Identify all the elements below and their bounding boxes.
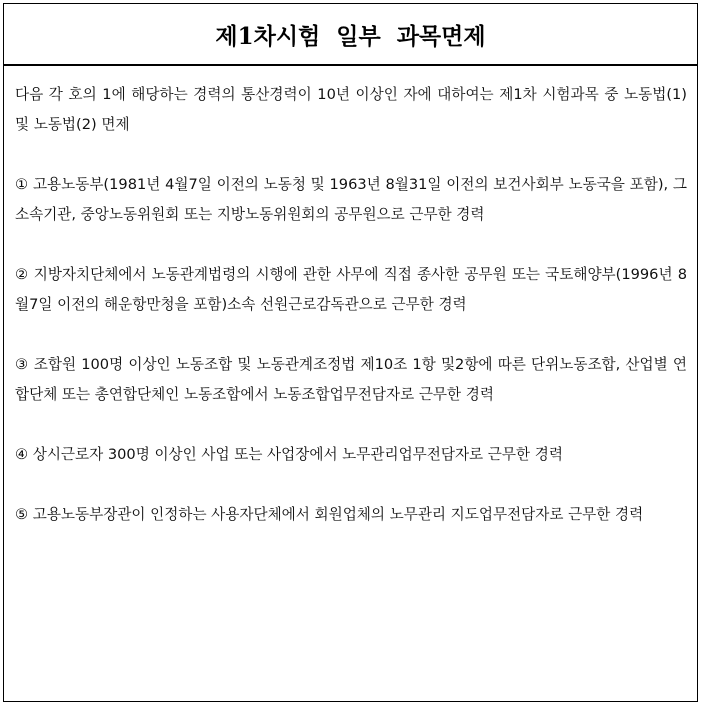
item-text: 지방자치단체에서 노동관계법령의 시행에 관한 사무에 직접 종사한 공무원 또는 국토해양부(1996년 8월7일 이전의 해운항만청을 포함)소속 선원근로감독관으로 근무한 경력 (15, 266, 687, 313)
title-row (4, 4, 697, 66)
exemption-table (3, 3, 698, 702)
page-title: 제1차시험 일부 과목면제 (215, 22, 486, 50)
spacer (15, 320, 687, 350)
item-marker: ① (15, 176, 29, 193)
spacer (15, 230, 687, 260)
spacer (15, 410, 687, 440)
list-item (15, 350, 687, 410)
intro-paragraph: 다음 각 호의 1에 해당하는 경력의 통산경력이 10년 이상인 자에 대하여는 제1차 시험과목 중 노동법(1) 및 노동법(2) 면제 (15, 86, 687, 133)
list-item (15, 500, 687, 530)
item-marker: ⑤ (15, 506, 29, 523)
content-cell (4, 66, 697, 530)
item-text: 상시근로자 300명 이상인 사업 또는 사업장에서 노무관리업무전담자로 근무한 경력 (32, 446, 563, 463)
item-marker: ② (15, 266, 29, 283)
item-marker: ④ (15, 446, 29, 463)
list-item (15, 260, 687, 320)
spacer (15, 470, 687, 500)
spacer (15, 140, 687, 170)
item-text: 고용노동부(1981년 4월7일 이전의 노동청 및 1963년 8월31일 이전의 보건사회부 노동국을 포함), 그 소속기관, 중앙노동위원회 또는 지방노동위원회의 공무원으로 근무한 경력 (15, 176, 688, 223)
list-item (15, 170, 687, 230)
item-text: 고용노동부장관이 인정하는 사용자단체에서 회원업체의 노무관리 지도업무전담자로 근무한 경력 (32, 506, 644, 523)
item-text: 조합원 100명 이상인 노동조합 및 노동관계조정법 제10조 1항 및2항에 따른 단위노동조합, 산업별 연합단체 또는 총연합단체인 노동조합에서 노동조합업무전담자로 근무한 경력 (15, 356, 687, 403)
list-item (15, 440, 687, 470)
item-marker: ③ (15, 356, 29, 373)
